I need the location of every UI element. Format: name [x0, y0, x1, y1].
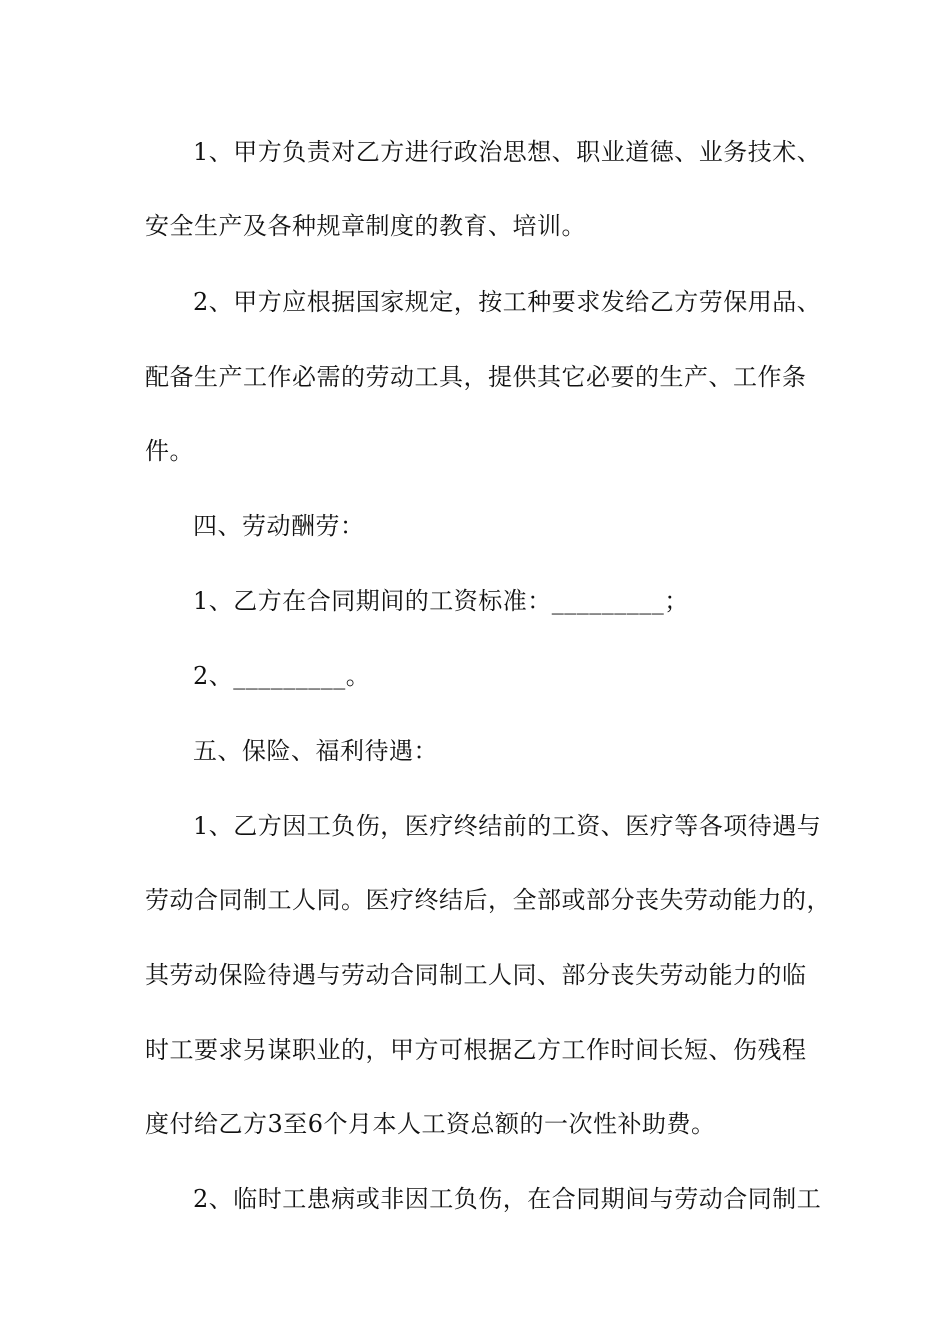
section-heading-4: 四、劳动酬劳： — [193, 512, 365, 540]
paragraph-1-line-2: 安全生产及各种规章制度的教育、培训。 — [145, 212, 586, 240]
wage-standard-line: 1、乙方在合同期间的工资标准：_________； — [193, 587, 689, 615]
paragraph-3-line-1: 1、乙方因工负伤，医疗终结前的工资、医疗等各项待遇与 — [193, 812, 822, 840]
paragraph-2-line-1: 2、甲方应根据国家规定，按工种要求发给乙方劳保用品、 — [193, 288, 822, 316]
paragraph-3-line-4: 时工要求另谋职业的，甲方可根据乙方工作时间长短、伤残程 — [145, 1036, 807, 1064]
paragraph-1-line-1: 1、甲方负责对乙方进行政治思想、职业道德、业务技术、 — [193, 138, 822, 166]
paragraph-3-line-2: 劳动合同制工人同。医疗终结后，全部或部分丧失劳动能力的， — [145, 886, 831, 914]
paragraph-3-line-5: 度付给乙方3至6个月本人工资总额的一次性补助费。 — [145, 1110, 716, 1138]
section-heading-5: 五、保险、福利待遇： — [193, 737, 438, 765]
blank-item-line: 2、_________。 — [193, 662, 371, 690]
paragraph-2-line-3: 件。 — [145, 437, 194, 465]
paragraph-4-line-1: 2、临时工患病或非因工负伤，在合同期间与劳动合同制工 — [193, 1185, 822, 1213]
paragraph-3-line-3: 其劳动保险待遇与劳动合同制工人同、部分丧失劳动能力的临 — [145, 961, 807, 989]
paragraph-2-line-2: 配备生产工作必需的劳动工具，提供其它必要的生产、工作条 — [145, 363, 807, 391]
